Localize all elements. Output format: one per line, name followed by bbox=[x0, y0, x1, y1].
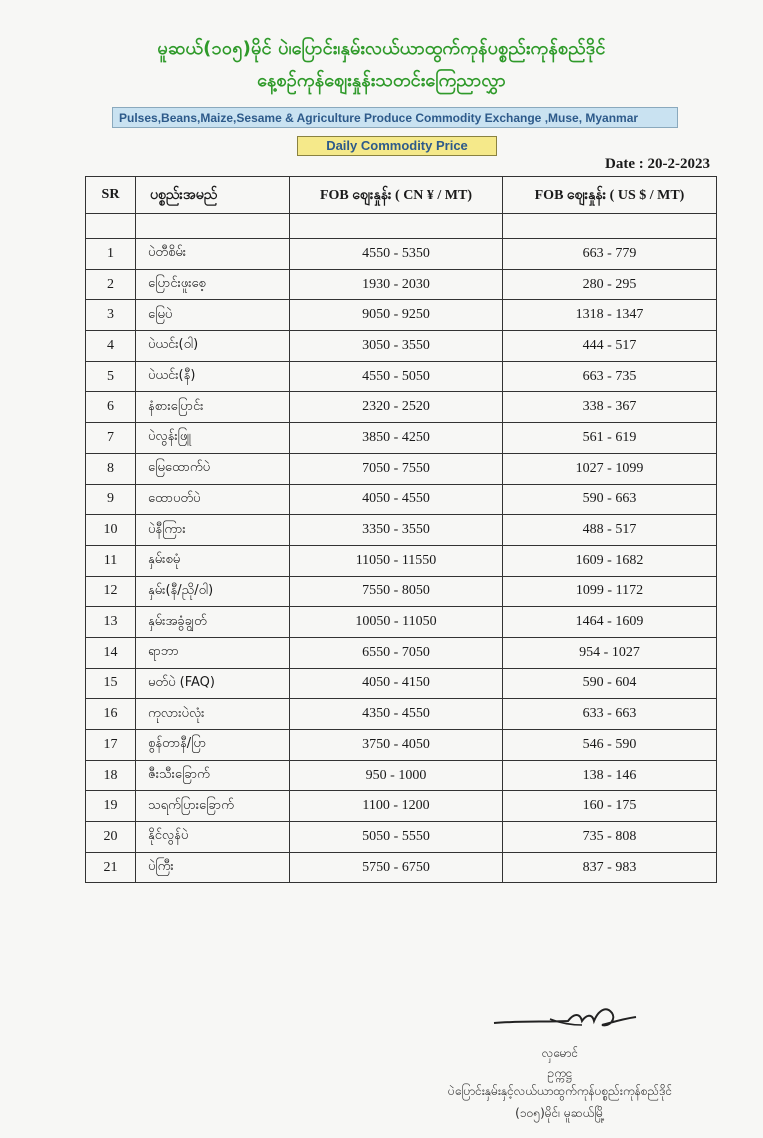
daily-commodity-price-label: Daily Commodity Price bbox=[297, 136, 497, 156]
title-myanmar-line2: နေ့စဉ်ကုန်စျေးနှုန်းသတင်းကြေညာလွှာ bbox=[257, 70, 506, 91]
table-row bbox=[86, 453, 717, 484]
fob-cny-cell: 6550 - 7050 bbox=[290, 637, 503, 668]
fob-cny-cell: 3050 - 3550 bbox=[290, 331, 503, 362]
table-row bbox=[86, 637, 717, 668]
table-row bbox=[86, 822, 717, 853]
table-row bbox=[86, 668, 717, 699]
fob-cny-cell: 7050 - 7550 bbox=[290, 453, 503, 484]
fob-usd-cell: 590 - 663 bbox=[503, 484, 717, 515]
sr-cell: 4 bbox=[86, 331, 136, 362]
sr-cell: 9 bbox=[86, 484, 136, 515]
fob-cny-cell: 2320 - 2520 bbox=[290, 392, 503, 423]
signatory-name: လှမောင် bbox=[541, 1046, 579, 1060]
fob-usd-cell: 1027 - 1099 bbox=[503, 453, 717, 484]
fob-usd-cell: 1464 - 1609 bbox=[503, 607, 717, 638]
commodity-name-cell: ပြောင်းဖူးစေ့ bbox=[136, 269, 290, 300]
commodity-name-cell: ပဲယင်း(ဝါ) bbox=[136, 331, 290, 362]
fob-usd-cell: 546 - 590 bbox=[503, 730, 717, 761]
fob-cny-cell: 7550 - 8050 bbox=[290, 576, 503, 607]
fob-usd-cell: 1099 - 1172 bbox=[503, 576, 717, 607]
table-row bbox=[86, 300, 717, 331]
sr-cell: 12 bbox=[86, 576, 136, 607]
fob-usd-cell: 338 - 367 bbox=[503, 392, 717, 423]
handwritten-signature bbox=[490, 995, 640, 1043]
empty-row bbox=[86, 214, 717, 239]
fob-cny-cell: 9050 - 9250 bbox=[290, 300, 503, 331]
table-row bbox=[86, 699, 717, 730]
sr-cell: 5 bbox=[86, 361, 136, 392]
fob-cny-cell: 4550 - 5050 bbox=[290, 361, 503, 392]
table-row bbox=[86, 269, 717, 300]
commodity-name-cell: မတ်ပဲ (FAQ) bbox=[136, 668, 290, 699]
table-header-row bbox=[86, 177, 717, 214]
fob-usd-cell: 735 - 808 bbox=[503, 822, 717, 853]
commodity-name-cell: ကုလားပဲလုံး bbox=[136, 699, 290, 730]
fob-cny-cell: 3850 - 4250 bbox=[290, 423, 503, 454]
fob-cny-cell: 5750 - 6750 bbox=[290, 852, 503, 883]
fob-usd-cell: 633 - 663 bbox=[503, 699, 717, 730]
sr-cell: 16 bbox=[86, 699, 136, 730]
commodity-name-cell: ဇီးသီးခြောက် bbox=[136, 760, 290, 791]
fob-usd-header: FOB စျေးနှုန်း ( US $ / MT) bbox=[503, 177, 717, 214]
sr-cell: 7 bbox=[86, 423, 136, 454]
table-row bbox=[86, 576, 717, 607]
fob-usd-cell: 663 - 735 bbox=[503, 361, 717, 392]
commodity-name-cell: ပဲယင်း(နီ) bbox=[136, 361, 290, 392]
price-table bbox=[85, 176, 717, 883]
fob-usd-cell: 488 - 517 bbox=[503, 515, 717, 546]
commodity-name-cell: နှမ်းစမုံ bbox=[136, 545, 290, 576]
exchange-banner: Pulses,Beans,Maize,Sesame & Agriculture Produce Commodity Exchange ,Muse, Myanmar bbox=[112, 107, 678, 128]
commodity-name-cell: နှမ်း(နီ/ညို/ဝါ) bbox=[136, 576, 290, 607]
signatory-title: ဥက္ကဋ္ဌ bbox=[547, 1066, 573, 1080]
sr-cell: 2 bbox=[86, 269, 136, 300]
commodity-name-header: ပစ္စည်းအမည် bbox=[136, 177, 290, 214]
fob-cny-cell: 11050 - 11550 bbox=[290, 545, 503, 576]
fob-usd-cell: 954 - 1027 bbox=[503, 637, 717, 668]
fob-usd-cell: 1318 - 1347 bbox=[503, 300, 717, 331]
sr-cell: 15 bbox=[86, 668, 136, 699]
table-row bbox=[86, 545, 717, 576]
commodity-name-cell: ပဲနီကြား bbox=[136, 515, 290, 546]
sr-cell: 21 bbox=[86, 852, 136, 883]
table-row bbox=[86, 361, 717, 392]
table-row bbox=[86, 239, 717, 270]
fob-cny-cell: 4050 - 4150 bbox=[290, 668, 503, 699]
fob-cny-cell: 1100 - 1200 bbox=[290, 791, 503, 822]
sr-cell: 19 bbox=[86, 791, 136, 822]
table-row bbox=[86, 515, 717, 546]
table-row bbox=[86, 607, 717, 638]
fob-usd-cell: 444 - 517 bbox=[503, 331, 717, 362]
fob-usd-cell: 1609 - 1682 bbox=[503, 545, 717, 576]
table-row bbox=[86, 730, 717, 761]
fob-usd-cell: 837 - 983 bbox=[503, 852, 717, 883]
table-row bbox=[86, 852, 717, 883]
fob-usd-cell: 138 - 146 bbox=[503, 760, 717, 791]
sr-cell: 8 bbox=[86, 453, 136, 484]
fob-cny-cell: 950 - 1000 bbox=[290, 760, 503, 791]
fob-cny-cell: 3750 - 4050 bbox=[290, 730, 503, 761]
commodity-name-cell: ပဲလွန်းဖြူ bbox=[136, 423, 290, 454]
fob-usd-cell: 663 - 779 bbox=[503, 239, 717, 270]
sr-cell: 14 bbox=[86, 637, 136, 668]
sr-cell: 1 bbox=[86, 239, 136, 270]
signatory-location: (၁၀၅)မိုင်၊ မူဆယ်မြို့ bbox=[515, 1106, 605, 1120]
fob-cny-cell: 4050 - 4550 bbox=[290, 484, 503, 515]
fob-usd-cell: 590 - 604 bbox=[503, 668, 717, 699]
commodity-name-cell: ထောပတ်ပဲ bbox=[136, 484, 290, 515]
fob-cny-cell: 4550 - 5350 bbox=[290, 239, 503, 270]
commodity-name-cell: ပဲတီစိမ်း bbox=[136, 239, 290, 270]
sr-cell: 13 bbox=[86, 607, 136, 638]
fob-cny-header: FOB စျေးနှုန်း ( CN ¥ / MT) bbox=[290, 177, 503, 214]
sr-cell: 3 bbox=[86, 300, 136, 331]
table-row bbox=[86, 760, 717, 791]
title-myanmar-line1: မူဆယ်(၁၀၅)မိုင် ပဲ၊ပြောင်း၊နှမ်းလယ်ယာထွက်ကုန်ပစ္စည်းကုန်စည်ဒိုင် bbox=[157, 38, 606, 59]
table-row bbox=[86, 331, 717, 362]
sr-cell: 20 bbox=[86, 822, 136, 853]
fob-usd-cell: 280 - 295 bbox=[503, 269, 717, 300]
commodity-name-cell: စွန်တာနီ/ပြာ bbox=[136, 730, 290, 761]
fob-cny-cell: 4350 - 4550 bbox=[290, 699, 503, 730]
sr-cell: 18 bbox=[86, 760, 136, 791]
signatory-organization: ပဲပြောင်းနှမ်းနှင့်လယ်ယာထွက်ကုန်ပစ္စည်းကုန်စည်ဒိုင် bbox=[447, 1084, 673, 1098]
fob-cny-cell: 3350 - 3550 bbox=[290, 515, 503, 546]
sr-cell: 10 bbox=[86, 515, 136, 546]
table-row bbox=[86, 484, 717, 515]
fob-usd-cell: 160 - 175 bbox=[503, 791, 717, 822]
commodity-name-cell: နံစားပြောင်း bbox=[136, 392, 290, 423]
sr-cell: 6 bbox=[86, 392, 136, 423]
commodity-name-cell: မြေထောက်ပဲ bbox=[136, 453, 290, 484]
fob-cny-cell: 1930 - 2030 bbox=[290, 269, 503, 300]
sr-cell: 17 bbox=[86, 730, 136, 761]
fob-cny-cell: 10050 - 11050 bbox=[290, 607, 503, 638]
table-row bbox=[86, 392, 717, 423]
sr-cell: 11 bbox=[86, 545, 136, 576]
table-row bbox=[86, 423, 717, 454]
sr-header: SR bbox=[86, 177, 136, 214]
commodity-name-cell: သရက်ပြားခြောက် bbox=[136, 791, 290, 822]
commodity-name-cell: ပဲကြီး bbox=[136, 852, 290, 883]
report-date: Date : 20-2-2023 bbox=[605, 156, 710, 172]
commodity-name-cell: ရာဘာ bbox=[136, 637, 290, 668]
commodity-name-cell: နိုင်လွန်ပဲ bbox=[136, 822, 290, 853]
signature-block bbox=[380, 995, 740, 1135]
table-row bbox=[86, 791, 717, 822]
commodity-name-cell: မြေပဲ bbox=[136, 300, 290, 331]
commodity-name-cell: နှမ်းအခွံချွတ် bbox=[136, 607, 290, 638]
fob-cny-cell: 5050 - 5550 bbox=[290, 822, 503, 853]
fob-usd-cell: 561 - 619 bbox=[503, 423, 717, 454]
